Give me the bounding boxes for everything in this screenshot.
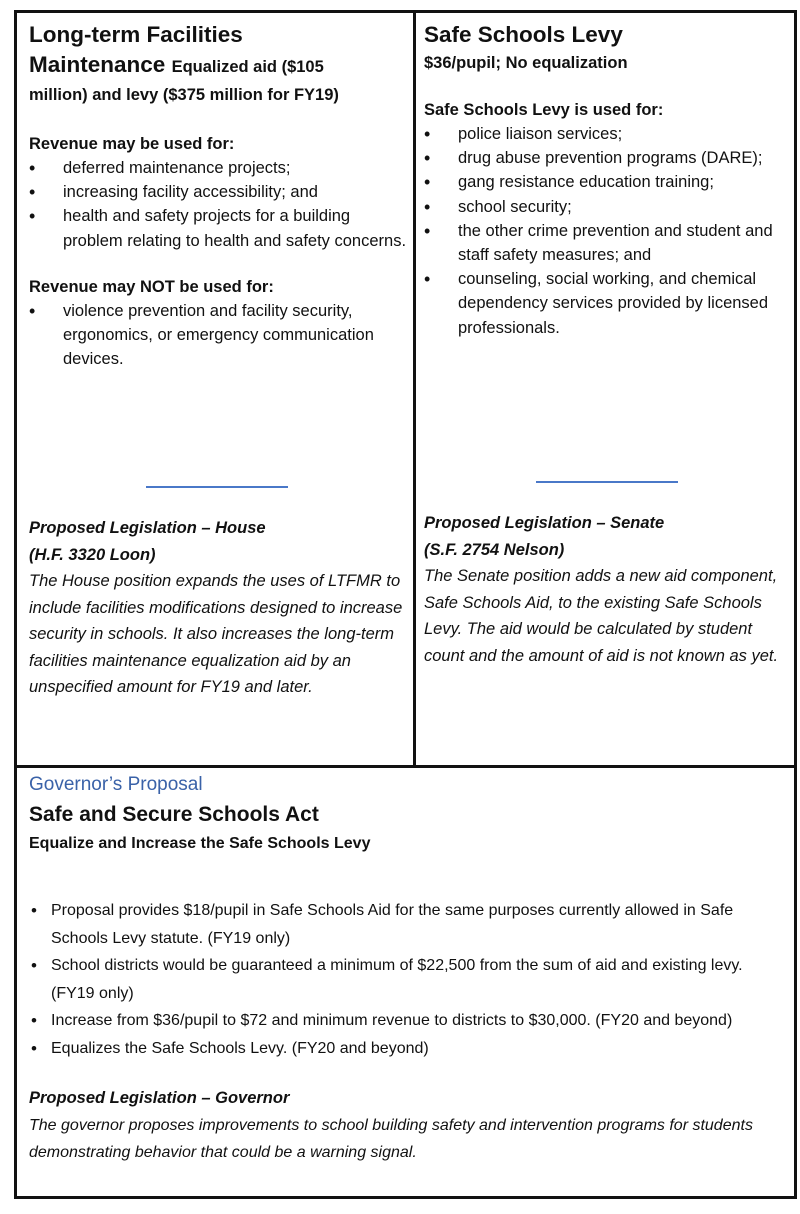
- ssl-title: Safe Schools Levy: [424, 22, 623, 47]
- left-blue-divider: [146, 486, 288, 488]
- ltfm-uses-heading: Revenue may be used for:: [29, 135, 235, 153]
- ltfm-funding-inline: Equalized aid ($105: [171, 58, 324, 76]
- senate-legislation-body: The Senate position adds a new aid component, Safe Schools Aid, to the existing Safe Schools Levy. The aid would be calculated by student count and the amount of aid is not known as yet.: [424, 567, 779, 665]
- list-item: • Increase from $36/pupil to $72 and minimum revenue to districts to $30,000. (FY20 and beyond): [29, 1007, 789, 1035]
- list-item: • counseling, social working, and chemical dependency services provided by licensed professionals.: [424, 267, 792, 340]
- ltfm-not-uses-heading: Revenue may NOT be used for:: [29, 277, 274, 296]
- ssl-uses-heading: Safe Schools Levy is used for:: [424, 101, 664, 119]
- governor-legislation-body: The governor proposes improvements to school building safety and intervention programs for students demonstrating behavior that could be a warning signal.: [29, 1116, 753, 1162]
- ssl-subtitle: $36/pupil; No equalization: [424, 54, 628, 72]
- safe-schools-levy-panel: [424, 19, 792, 340]
- governor-points-list: [29, 897, 789, 1063]
- governor-proposal-panel: [29, 771, 789, 1167]
- ssl-uses-list: [424, 122, 792, 340]
- horizontal-divider: [17, 765, 794, 768]
- list-item: • school security;: [424, 195, 792, 219]
- list-item: • deferred maintenance projects;: [29, 156, 409, 180]
- ltfm-funding-line2: million) and levy ($375 million for FY19): [29, 86, 339, 104]
- house-legislation-body: The House position expands the uses of LTFMR to include facilities modifications designed to increase security in schools. It also increases the long-term facilities maintenance equalization aid by an unspecified amount for FY19 and later.: [29, 572, 403, 696]
- senate-bill-number: (S.F. 2754 Nelson): [424, 540, 565, 559]
- house-bill-number: (H.F. 3320 Loon): [29, 545, 156, 564]
- list-item: • the other crime prevention and student and staff safety measures; and: [424, 219, 792, 267]
- ltfm-title-line1: Long-term Facilities: [29, 22, 243, 47]
- list-item: • drug abuse prevention programs (DARE);: [424, 146, 792, 170]
- list-item: • Equalizes the Safe Schools Levy. (FY20 and beyond): [29, 1035, 789, 1063]
- governor-legislation-heading: Proposed Legislation – Governor: [29, 1088, 290, 1107]
- vertical-divider: [413, 13, 416, 765]
- house-legislation-heading: Proposed Legislation – House: [29, 519, 266, 537]
- right-blue-divider: [536, 481, 678, 483]
- ltfm-not-uses-list: [29, 299, 409, 372]
- ltfm-uses-list: [29, 156, 409, 253]
- senate-legislation-heading: Proposed Legislation – Senate: [424, 514, 665, 532]
- ltfm-title-maintenance: Maintenance: [29, 52, 166, 77]
- list-item: • gang resistance education training;: [424, 170, 792, 194]
- list-item: • increasing facility accessibility; and: [29, 180, 409, 204]
- list-item: • violence prevention and facility security, ergonomics, or emergency communication devices.: [29, 299, 409, 372]
- senate-legislation: [424, 510, 792, 669]
- list-item: • Proposal provides $18/pupil in Safe Schools Aid for the same purposes currently allowed in Safe Schools Levy statute. (FY19 only): [29, 897, 789, 952]
- list-item: • police liaison services;: [424, 122, 792, 146]
- governor-act-subtitle: Equalize and Increase the Safe Schools Levy: [29, 835, 371, 852]
- governor-act-title: Safe and Secure Schools Act: [29, 803, 319, 826]
- list-item: • health and safety projects for a building problem relating to health and safety concerns.: [29, 204, 409, 252]
- house-legislation: [29, 515, 409, 701]
- document-frame: [14, 10, 797, 1199]
- ltfm-panel: [29, 19, 409, 371]
- list-item: • School districts would be guaranteed a minimum of $22,500 from the sum of aid and existing levy. (FY19 only): [29, 952, 789, 1007]
- governor-proposal-label: Governor’s Proposal: [29, 774, 203, 795]
- ltfm-title-line2: [29, 50, 409, 82]
